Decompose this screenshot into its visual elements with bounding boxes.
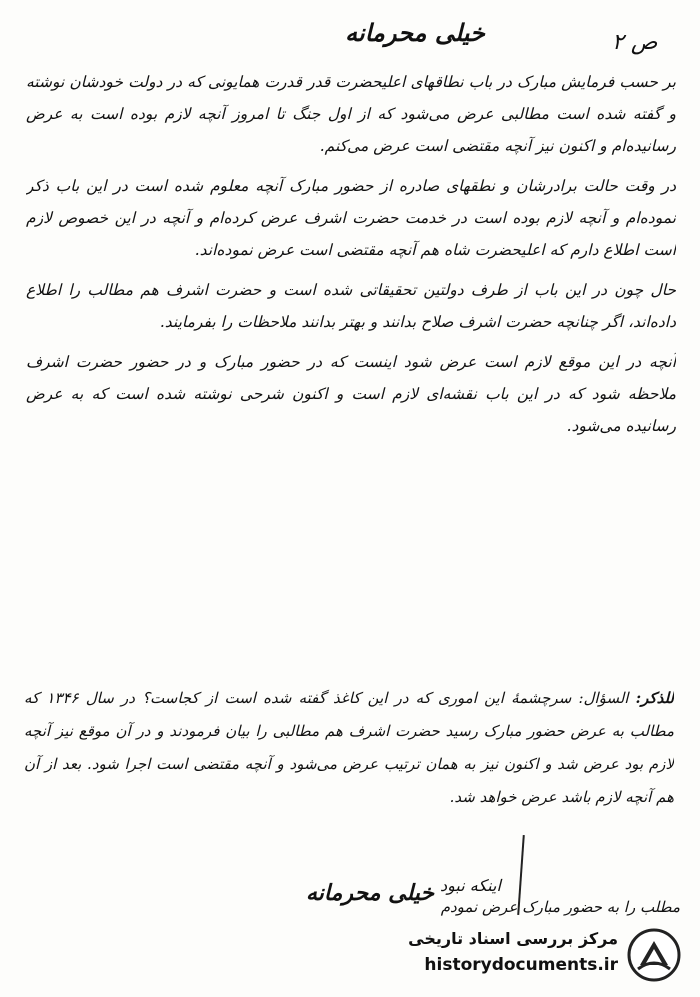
paragraph: در وقت حالت برادرشان و نطقهای صادره از حضور مبارک آنچه معلوم شده است در این باب ذکر نموده‌ام و آنچه لازم بوده است در خدمت حضرت اشرف عرض کرده‌ام و آنچه در این خصوص لازم است اطلاع دارم که اعلیحضرت شاه هم آنچه مقتضی است عرض نموده‌اند. [26, 177, 676, 259]
signature: خیلی محرمانه [305, 880, 435, 906]
watermark-url: historydocuments.ir [424, 955, 618, 975]
paragraph: حال چون در این باب از طرف دولتین تحقیقاتی شده است و حضرت اشرف هم مطالب را اطلاع داده‌اند، اگر چنانچه حضرت اشرف صلاح بدانند و بهتر بدانند ملاحظات را بفرمایند. [26, 281, 676, 331]
note-text: السؤال: سرچشمهٔ این اموری که در این کاغذ گفته شده است از کجاست؟ در سال ۱۳۴۶ که مطالب به عرض حضور مبارک رسید حضرت اشرف هم مطالبی را بیان فرمودند و در آن موقع نیز آنچه لازم بود عرض شد و اکنون نیز به همان ترتیب عرض می‌شود و آنچه مقتضی است اجرا شود. بعد از آن هم آنچه لازم باشد عرض خواهد شد. [24, 689, 674, 806]
closing-line: مطلب را به حضور مبارک عرض نمودم [440, 898, 680, 916]
paragraph: بر حسب فرمایش مبارک در باب نطاقهای اعلیحضرت قدر قدرت همایونی که در دولت خودشان نوشته و گفته شده است مطالبی عرض می‌شود که از اول جنگ تا امروز آنچه لازم بوده است به عرض رسانیده‌ام و اکنون نیز آنچه مقتضی است عرض می‌کنم. [26, 73, 676, 155]
document-archive-icon [626, 927, 682, 983]
watermark-title: مرکز بررسی اسناد تاریخی [408, 929, 618, 948]
note-label: للذکر: [635, 689, 674, 707]
closing-annotation: اینکه نبود [440, 876, 501, 895]
page-number: ص ۲ [612, 30, 658, 55]
document-body [26, 66, 676, 686]
document-note [24, 682, 674, 882]
watermark [382, 925, 682, 985]
paragraph: آنچه در این موقع لازم است عرض شود اینست که در حضور مبارک و در حضور حضرت اشرف ملاحظه شود که در این باب نقشه‌ای لازم است و اکنون شرحی نوشته شده است که به عرض رسانیده می‌شود. [26, 353, 676, 435]
document-heading: خیلی محرمانه [345, 18, 485, 47]
